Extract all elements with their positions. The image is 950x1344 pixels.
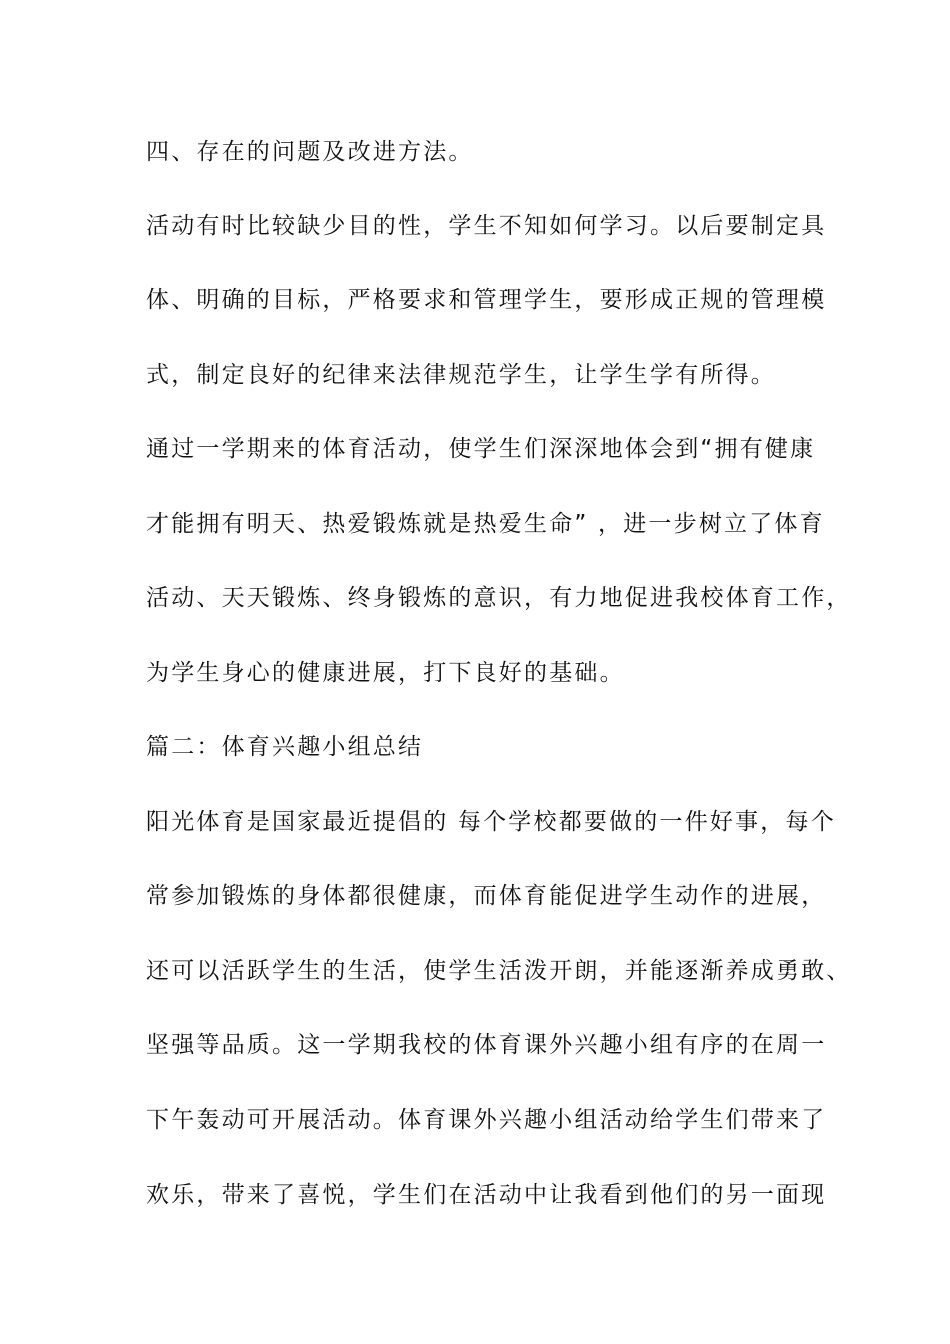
paragraph-line: 阳光体育是国家最近提倡的 每个学校都要做的一件好事，每个 (146, 809, 836, 835)
paragraph-line: 还可以活跃学生的生活，使学生活泼开朗，并能逐渐养成勇敢、 (146, 958, 852, 984)
paragraph-line: 坚强等品质。这一学期我校的体育课外兴趣小组有序的在周一 (146, 1032, 827, 1058)
paragraph-line: 下午轰动可开展活动。体育课外兴趣小组活动给学生们带来了 (146, 1107, 827, 1133)
section-heading-part-two: 篇二：体育兴趣小组总结 (146, 734, 424, 760)
paragraph-line: 为学生身心的健康进展，打下良好的基础。 (146, 660, 625, 686)
paragraph-line: 活动有时比较缺少目的性，学生不知如何学习。以后要制定具 (146, 213, 827, 239)
paragraph-line: 才能拥有明天、热爱锻炼就是热爱生命” ，进一步树立了体育 (146, 511, 825, 537)
paragraph-line: 常参加锻炼的身体都很健康，而体育能促进学生动作的进展， (146, 883, 827, 909)
section-heading-problems: 四、存在的问题及改进方法。 (146, 139, 474, 165)
paragraph-line: 欢乐，带来了喜悦，学生们在活动中让我看到他们的另一面现 (146, 1182, 827, 1208)
paragraph-line: 活动、天天锻炼、终身锻炼的意识，有力地促进我校体育工作， (146, 585, 852, 611)
paragraph-line: 通过一学期来的体育活动，使学生们深深地体会到“拥有健康 (146, 436, 816, 462)
paragraph-line: 式，制定良好的纪律来法律规范学生，让学生学有所得。 (146, 362, 776, 388)
paragraph-line: 体、明确的目标，严格要求和管理学生，要形成正规的管理模 (146, 287, 827, 313)
